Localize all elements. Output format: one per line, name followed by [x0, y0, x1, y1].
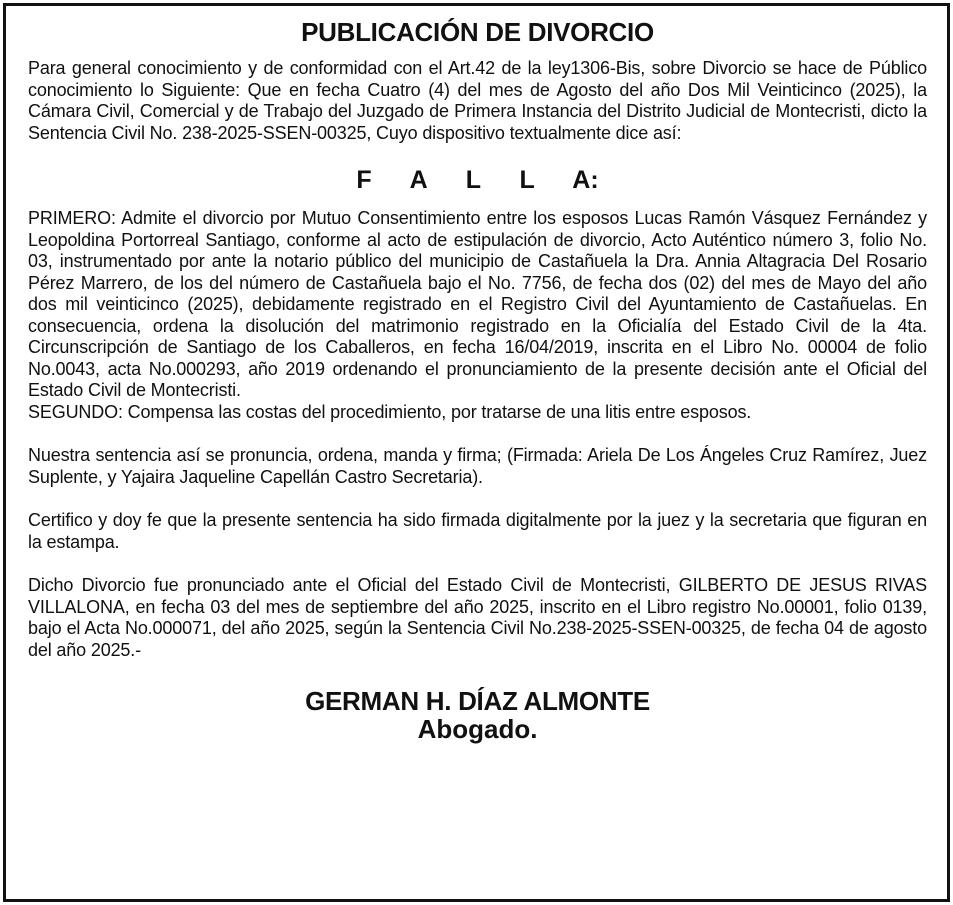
primero-paragraph: PRIMERO: Admite el divorcio por Mutuo Consentimiento entre los esposos Lucas Ramón Vásquez Fernández y Leopoldina Portorreal Santiago, conforme al acto de estipulación de divorcio, Acto Auténtico número 3, folio No. 03, instrumentado por ante la notario público del municipio de Castañuela la Dra. Annia Altagracia Del Rosario Pérez Marrero, de los del número de Castañuela bajo el No. 7756, de fecha dos (02) del mes de Mayo del año dos mil veinticinco (2025), debidamente registrado en el Registro Civil del Ayuntamiento de Castañuelas. En consecuencia, ordena la disolución del matrimonio registrado en la Oficialía del Estado Civil de la 4ta. Circunscripción de Santiago de los Caballeros, en fecha 16/04/2019, inscrita en el Libro No. 00004 de folio No.0043, acta No.000293, año 2019 ordenando el pronunciamiento de la presente decisión ante el Oficial del Estado Civil de Montecristi. — [28, 208, 927, 400]
certifico-paragraph: Certifico y doy fe que la presente sentencia ha sido firmada digitalmente por la juez y la secretaria que figuran en la estampa. — [28, 510, 927, 552]
signature-role: Abogado. — [417, 714, 538, 744]
segundo-paragraph: SEGUNDO: Compensa las costas del procedimiento, por tratarse de una litis entre esposos. — [28, 401, 752, 422]
notice-border — [3, 3, 950, 902]
notice-content — [28, 6, 927, 743]
signature-name: GERMAN H. DÍAZ ALMONTE — [305, 686, 650, 716]
notice-title: PUBLICACIÓN DE DIVORCIO — [301, 17, 654, 47]
falla-heading: F A L L A: — [356, 166, 599, 194]
pronunciado-paragraph: Dicho Divorcio fue pronunciado ante el Oficial del Estado Civil de Montecristi, GILBERTO DE JESUS RIVAS VILLALONA, en fecha 03 del mes de septiembre del año 2025, inscrito en el Libro registro No.00001, folio 0139, bajo el Acta No.000071, del año 2025, según la Sentencia Civil No.238-2025-SSEN-00325, de fecha 04 de agosto del año 2025.- — [28, 575, 927, 660]
intro-paragraph: Para general conocimiento y de conformidad con el Art.42 de la ley1306-Bis, sobre Divorcio se hace de Público conocimiento lo Siguiente: Que en fecha Cuatro (4) del mes de Agosto del año Dos Mil Veinticinco (2025), la Cámara Civil, Comercial y de Trabajo del Juzgado de Primera Instancia del Distrito Judicial de Montecristi, dicto la Sentencia Civil No. 238-2025-SSEN-00325, Cuyo dispositivo textualmente dice así: — [28, 58, 927, 143]
sentencia-paragraph: Nuestra sentencia así se pronuncia, ordena, manda y firma; (Firmada: Ariela De Los Ángeles Cruz Ramírez, Juez Suplente, y Yajaira Jaqueline Capellán Castro Secretaria). — [28, 445, 927, 487]
